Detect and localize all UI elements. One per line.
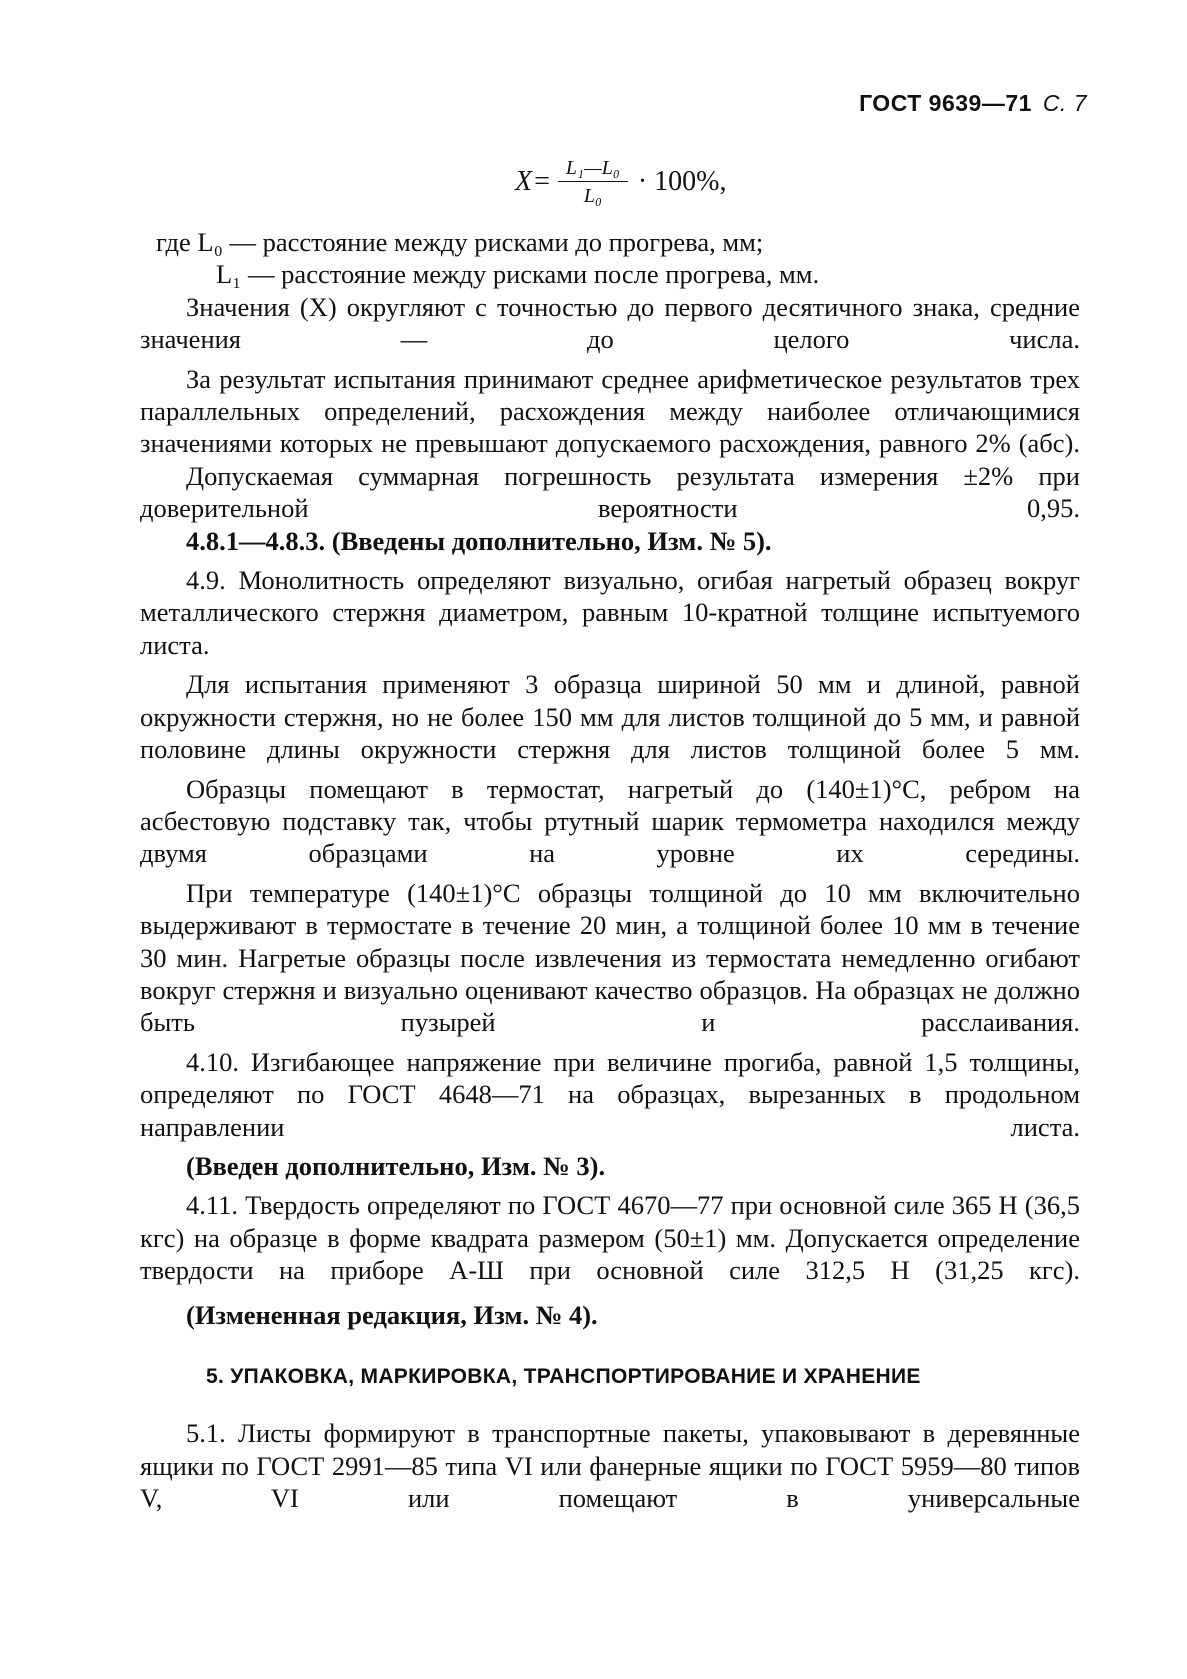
clause-5-1: 5.1. Листы формируют в транспортные пакеты, упаковывают в деревянные ящики по ГОСТ 2991—85 типа VI или фанерные ящики по ГОСТ 5959—80 типов V, VI или помещают в универсальные (140, 1418, 1080, 1514)
paragraph-temperature: При температуре (140±1)°С образцы толщиной до 10 мм включительно выдерживают в термостате в течение 20 мин, а толщиной более 10 мм в течение 30 мин. Нагретые образцы после извлечения из термостата немедленно огибают вокруг стержня и визуально оценивают качество образцов. На образцах не должно быть пузырей и расслаивания. (140, 877, 1080, 1038)
amendment-note-4: (Измененная редакция, Изм. № 4). (186, 1299, 598, 1330)
amendment-note-3: (Введен дополнительно, Изм. № 3). (186, 1150, 606, 1181)
paragraph-rounding: Значения (X) округляют с точностью до первого десятичного знака, средние значения — до целого числа. (140, 291, 1080, 355)
formula-fraction (558, 158, 628, 206)
definition-l0: где L₀ — расстояние между рисками до прогрева, мм; (156, 227, 764, 257)
clause-4-11: 4.11. Твердость определяют по ГОСТ 4670—77 при основной силе 365 Н (36,5 кгс) на образце в форме квадрата размером (50±1) мм. Допускается определение твердости на приборе А-Ш при основной силе 312,5 Н (31,25 кгс). (140, 1190, 1080, 1286)
page-number: С. 7 (1042, 90, 1087, 116)
formula-lhs: X (515, 166, 533, 197)
formula-denominator: L₀ (583, 185, 602, 207)
clause-4-9: 4.9. Монолитность определяют визуально, огибая нагретый образец вокруг металлического стержня диаметром, равным 10-кратной толщине испытуемого листа. (140, 565, 1080, 660)
formula (515, 158, 727, 206)
clause-4-10: 4.10. Изгибающее напряжение при величине прогиба, равной 1,5 толщины, определяют по ГОСТ 4648—71 на образцах, вырезанных в продольном направлении листа. (140, 1046, 1080, 1142)
paragraph-thermostat: Образцы помещают в термостат, нагретый до (140±1)°С, ребром на асбестовую подставку так, чтобы ртутный шарик термометра находился между двумя образцами на уровне их середины. (140, 773, 1080, 869)
standard-number: ГОСТ 9639—71 (859, 90, 1032, 116)
amendment-note-5: 4.8.1—4.8.3. (Введены дополнительно, Изм. № 5). (186, 525, 772, 556)
section-5-heading: 5. УПАКОВКА, МАРКИРОВКА, ТРАНСПОРТИРОВАНИЕ И ХРАНЕНИЕ (206, 1365, 921, 1388)
formula-equals: = (534, 166, 550, 197)
body-text (140, 226, 1080, 1515)
paragraph-error: Допускаемая суммарная погрешность результата измерения ±2% при доверительной вероятности 0,95. (140, 460, 1080, 524)
page-header (859, 90, 1087, 117)
definition-l1: L₁ — расстояние между рисками после прогрева, мм. (216, 259, 820, 290)
paragraph-result: За результат испытания принимают среднее арифметическое результатов трех параллельных определений, расхождения между наиболее отличающимися значениями которых не превышают допускаемого расхождения, равного 2% (абс). (140, 363, 1080, 459)
formula-numerator: L₁—L₀ (558, 158, 628, 182)
formula-rhs: · 100%, (637, 166, 727, 197)
paragraph-specimens: Для испытания применяют 3 образца шириной 50 мм и длиной, равной окружности стержня, но не более 150 мм для листов толщиной до 5 мм, и равной половине длины окружности стержня для листов толщиной более 5 мм. (140, 669, 1080, 765)
